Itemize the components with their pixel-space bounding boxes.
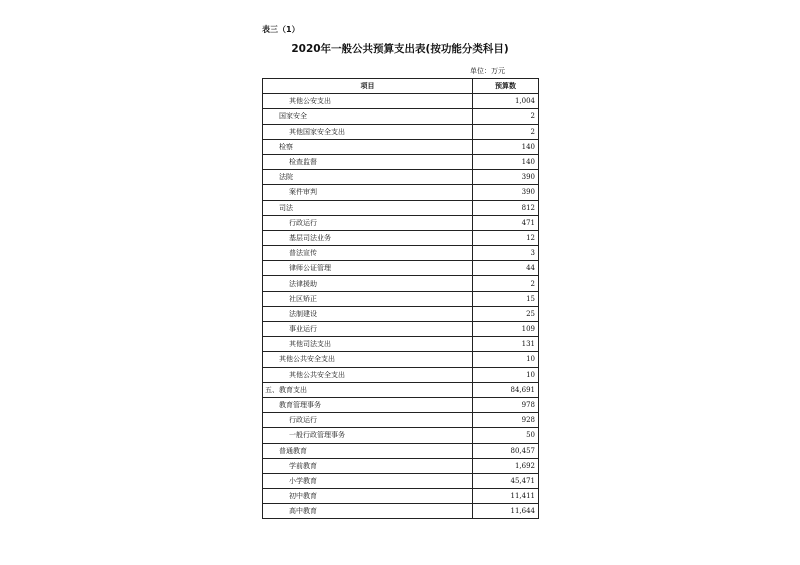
budget-table	[262, 78, 539, 519]
table-row	[263, 185, 539, 200]
row-item-name: 一般行政管理事务	[263, 428, 473, 443]
row-item-name: 小学教育	[263, 473, 473, 488]
row-budget-value: 140	[473, 154, 539, 169]
row-budget-value: 15	[473, 291, 539, 306]
row-item-name: 普通教育	[263, 443, 473, 458]
row-budget-value: 1,004	[473, 94, 539, 109]
row-item-name: 其他国家安全支出	[263, 124, 473, 139]
row-item-name: 行政运行	[263, 413, 473, 428]
table-row	[263, 337, 539, 352]
row-budget-value: 2	[473, 124, 539, 139]
row-item-name: 律师公证管理	[263, 261, 473, 276]
sheet-label: 表三（1）	[262, 25, 300, 34]
row-item-name: 五、教育支出	[263, 382, 473, 397]
table-row	[263, 276, 539, 291]
row-item-name: 其他司法支出	[263, 337, 473, 352]
row-budget-value: 3	[473, 246, 539, 261]
row-item-name: 普法宣传	[263, 246, 473, 261]
table-row	[263, 170, 539, 185]
row-item-name: 国家安全	[263, 109, 473, 124]
table-row	[263, 246, 539, 261]
table-row	[263, 215, 539, 230]
row-item-name: 法律援助	[263, 276, 473, 291]
unit-note: 单位：万元	[470, 67, 505, 75]
row-item-name: 案件审判	[263, 185, 473, 200]
table-row	[263, 382, 539, 397]
row-item-name: 初中教育	[263, 489, 473, 504]
table-row	[263, 139, 539, 154]
table-row	[263, 397, 539, 412]
table-row	[263, 261, 539, 276]
row-budget-value: 1,692	[473, 458, 539, 473]
row-item-name: 司法	[263, 200, 473, 215]
row-budget-value: 50	[473, 428, 539, 443]
table-row	[263, 413, 539, 428]
row-item-name: 基层司法业务	[263, 230, 473, 245]
table-row	[263, 200, 539, 215]
row-budget-value: 390	[473, 170, 539, 185]
row-budget-value: 80,457	[473, 443, 539, 458]
row-budget-value: 812	[473, 200, 539, 215]
document-title: 2020年一般公共预算支出表(按功能分类科目)	[291, 43, 509, 55]
row-budget-value: 2	[473, 109, 539, 124]
row-item-name: 行政运行	[263, 215, 473, 230]
row-item-name: 事业运行	[263, 322, 473, 337]
row-budget-value: 471	[473, 215, 539, 230]
row-budget-value: 25	[473, 306, 539, 321]
row-budget-value: 10	[473, 367, 539, 382]
row-item-name: 检查监督	[263, 154, 473, 169]
table-row	[263, 489, 539, 504]
column-header-item: 项目	[263, 79, 473, 94]
row-budget-value: 131	[473, 337, 539, 352]
table-row	[263, 94, 539, 109]
row-budget-value: 140	[473, 139, 539, 154]
table-row	[263, 109, 539, 124]
table-row	[263, 291, 539, 306]
table-row	[263, 443, 539, 458]
row-budget-value: 84,691	[473, 382, 539, 397]
table-row	[263, 124, 539, 139]
table-row	[263, 230, 539, 245]
row-item-name: 法制建设	[263, 306, 473, 321]
row-budget-value: 45,471	[473, 473, 539, 488]
row-budget-value: 928	[473, 413, 539, 428]
row-item-name: 学前教育	[263, 458, 473, 473]
row-budget-value: 11,411	[473, 489, 539, 504]
column-header-budget: 预算数	[473, 79, 539, 94]
row-budget-value: 10	[473, 352, 539, 367]
row-budget-value: 11,644	[473, 504, 539, 519]
table-header-row	[263, 79, 539, 94]
row-item-name: 其他公共安全支出	[263, 352, 473, 367]
row-item-name: 其他公共安全支出	[263, 367, 473, 382]
table-row	[263, 473, 539, 488]
row-budget-value: 109	[473, 322, 539, 337]
table-row	[263, 154, 539, 169]
row-budget-value: 2	[473, 276, 539, 291]
table-row	[263, 458, 539, 473]
row-budget-value: 44	[473, 261, 539, 276]
row-budget-value: 978	[473, 397, 539, 412]
table-row	[263, 352, 539, 367]
table-row	[263, 367, 539, 382]
row-budget-value: 12	[473, 230, 539, 245]
table-row	[263, 504, 539, 519]
table-row	[263, 322, 539, 337]
row-item-name: 高中教育	[263, 504, 473, 519]
row-item-name: 检察	[263, 139, 473, 154]
row-item-name: 其他公安支出	[263, 94, 473, 109]
row-item-name: 法院	[263, 170, 473, 185]
row-budget-value: 390	[473, 185, 539, 200]
row-item-name: 教育管理事务	[263, 397, 473, 412]
row-item-name: 社区矫正	[263, 291, 473, 306]
table-row	[263, 428, 539, 443]
table-row	[263, 306, 539, 321]
